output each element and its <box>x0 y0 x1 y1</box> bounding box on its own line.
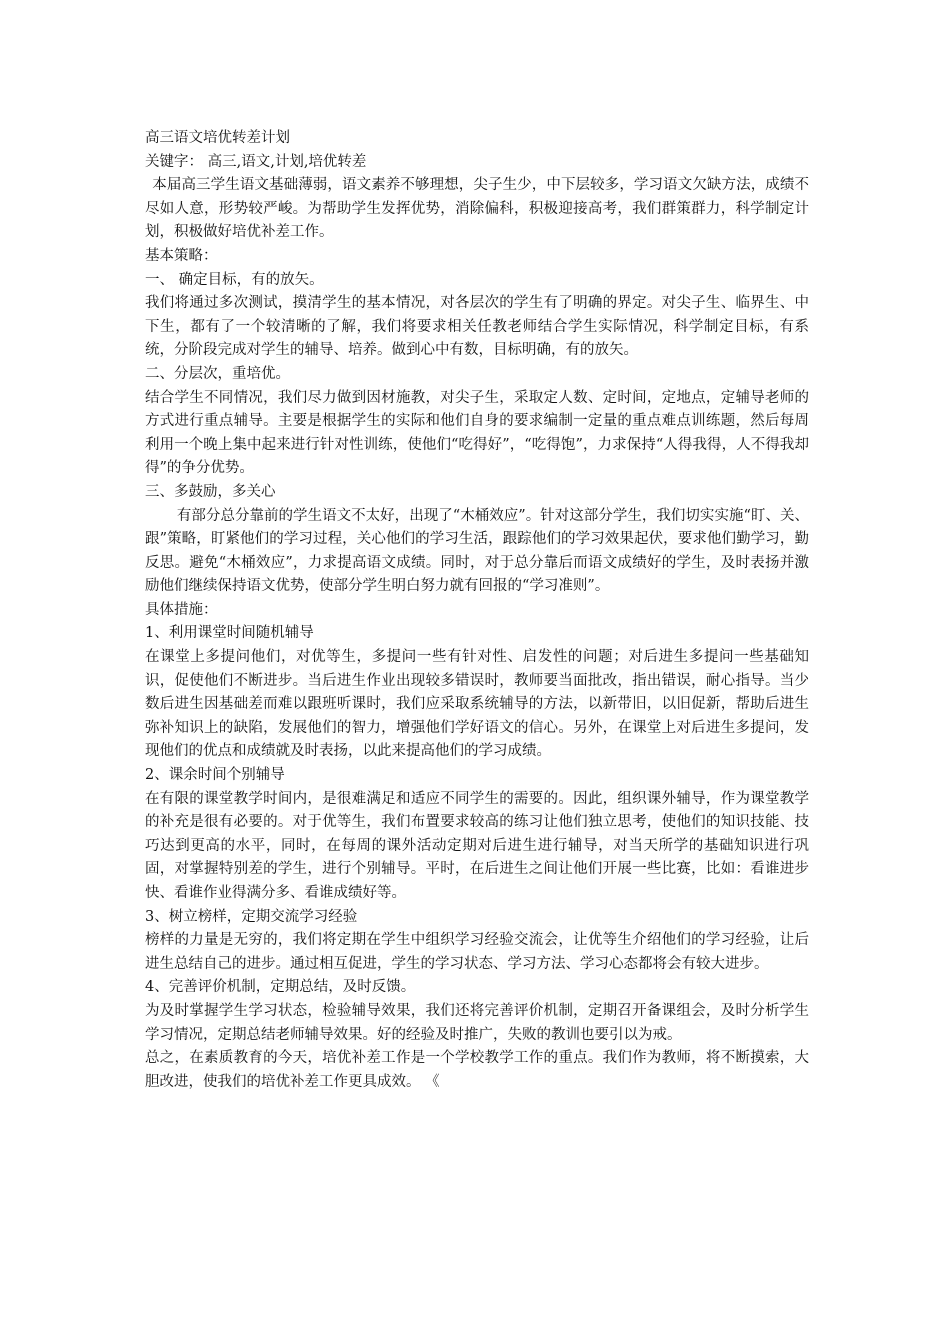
measures-heading: 具体措施： <box>145 601 218 618</box>
measure-3-body: 榜样的力量是无穷的，我们将定期在学生中组织学习经验交流会，让优等生介绍他们的学习经验，让后进生总结自己的进步。通过相互促进，学生的学习状态、学习方法、学习心态都将会有较大进步。 <box>145 932 809 972</box>
document-title: 高三语文培优转差计划 <box>145 130 290 146</box>
measure-4-body: 为及时掌握学生学习状态，检验辅导效果，我们还将完善评价机制，定期召开备课组会，及时分析学生学习情况，定期总结老师辅导效果。好的经验及时推广，失败的教训也要引以为戒。 <box>145 1002 809 1043</box>
strategy-1-heading: 一、 确定目标，有的放矢。 <box>145 271 324 288</box>
strategy-2-heading: 二、分层次，重培优。 <box>145 365 290 382</box>
conclusion-paragraph: 总之，在素质教育的今天，培优补差工作是一个学校教学工作的重点。我们作为教师，将不断摸索，大胆改进，使我们的培优补差工作更具成效。 《 <box>145 1050 809 1090</box>
keywords-line: 关键字： 高三,语文,计划,培优转差 <box>145 153 367 170</box>
measure-1-body: 在课堂上多提问他们，对优等生，多提问一些有针对性、启发性的问题；对后进生多提问一些基础知识，促使他们不断进步。当后进生作业出现较多错误时，教师要当面批改，指出错误，耐心指导。当少数后进生因基础差而难以跟班听课时，我们应采取系统辅导的方法，以新带旧，以旧促新，帮助后进生弥补知识上的缺陷，发展他们的智力，增强他们学好语文的信心。另外，在课堂上对后进生多提问，发现他们的优点和成绩就及时表扬，以此来提高他们的学习成绩。 <box>145 649 809 760</box>
intro-paragraph: 本届高三学生语文基础薄弱，语文素养不够理想，尖子生少，中下层较多，学习语文欠缺方法，成绩不尽如人意，形势较严峻。为帮助学生发挥优势，消除偏科，积极迎接高考，我们群策群力，科学制定计划，积极做好培优补差工作。 <box>145 177 809 241</box>
measure-1-heading: 1、利用课堂时间随机辅导 <box>145 625 314 642</box>
strategy-2-body: 结合学生不同情况，我们尽力做到因材施教，对尖子生，采取定人数、定时间，定地点，定辅导老师的方式进行重点辅导。主要是根据学生的实际和他们自身的要求编制一定量的重点难点训练题，然后每周利用一个晚上集中起来进行针对性训练，使他们“吃得好”，“吃得饱”，力求保持“人得我得，人不得我却得”的争分优势。 <box>145 389 809 477</box>
strategy-heading: 基本策略： <box>145 247 218 264</box>
document-body <box>145 127 809 1094</box>
measure-2-body: 在有限的课堂教学时间内，是很难满足和适应不同学生的需要的。因此，组织课外辅导，作为课堂教学的补充是很有必要的。对于优等生，我们布置要求较高的练习让他们独立思考，使他们的知识技能、技巧达到更高的水平，同时，在每周的课外活动定期对后进生进行辅导，对当天所学的基础知识进行巩固，对掌握特别差的学生，进行个别辅导。平时，在后进生之间让他们开展一些比赛，比如：看谁进步快、看谁作业得满分多、看谁成绩好等。 <box>145 790 809 901</box>
strategy-3-heading: 三、多鼓励，多关心 <box>145 483 276 500</box>
measure-2-heading: 2、课余时间个别辅导 <box>145 767 285 784</box>
measure-4-heading: 4、完善评价机制，定期总结，及时反馈。 <box>145 979 416 996</box>
measure-3-heading: 3、树立榜样，定期交流学习经验 <box>145 908 358 925</box>
strategy-1-body: 我们将通过多次测试，摸清学生的基本情况，对各层次的学生有了明确的界定。对尖子生、临界生、中下生，都有了一个较清晰的了解，我们将要求相关任教老师结合学生实际情况，科学制定目标，有系统，分阶段完成对学生的辅导、培养。做到心中有数，目标明确，有的放矢。 <box>145 295 809 359</box>
strategy-3-body: 有部分总分靠前的学生语文不太好，出现了“木桶效应”。针对这部分学生，我们切实实施“盯、关、跟”策略，盯紧他们的学习过程，关心他们的学习生活，跟踪他们的学习效果起伏，要求他们勤学习，勤反思。避免“木桶效应”，力求提高语文成绩。同时，对于总分靠后而语文成绩好的学生，及时表扬并激励他们继续保持语文优势，使部分学生明白努力就有回报的“学习准则”。 <box>145 507 809 595</box>
